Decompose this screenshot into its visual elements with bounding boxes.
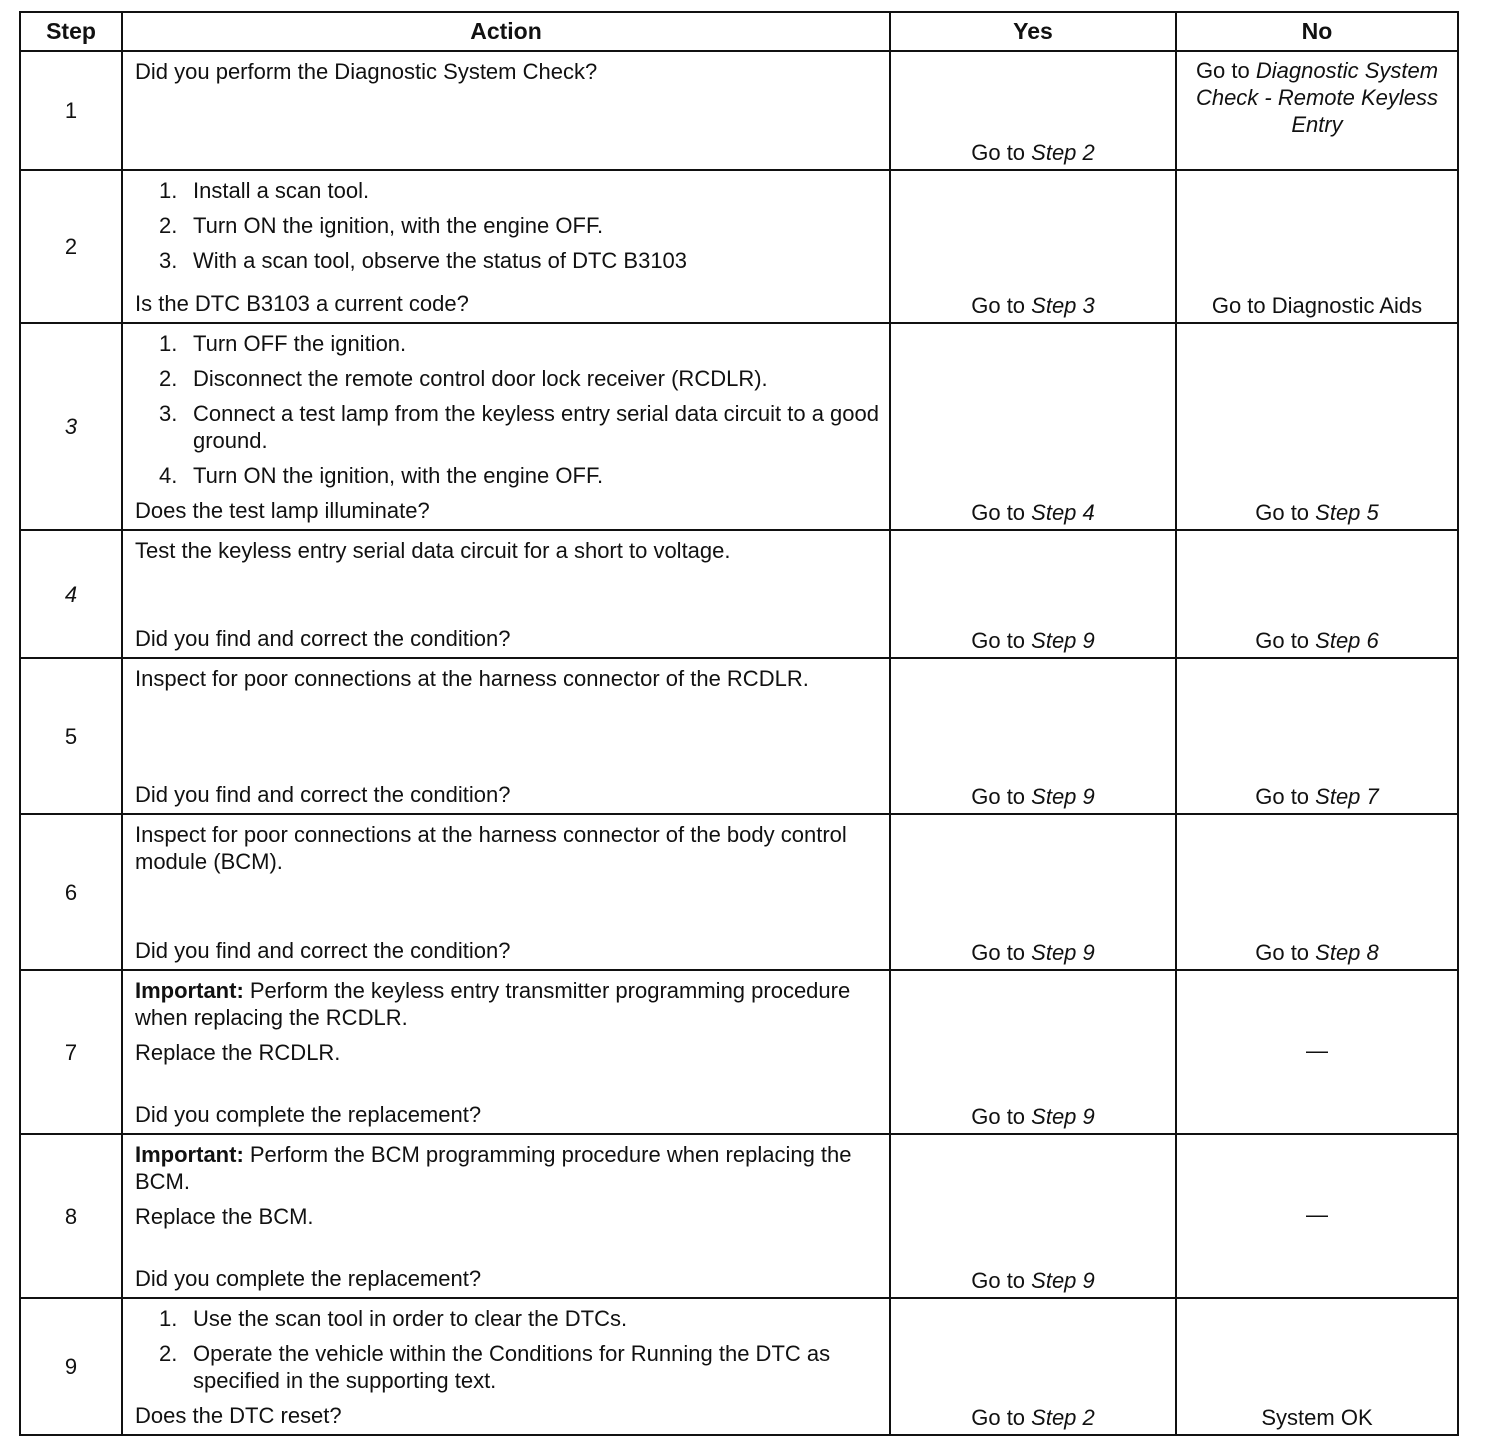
action-steps <box>135 330 879 497</box>
step-number: 2 <box>20 170 122 323</box>
action-cell <box>122 1298 890 1435</box>
yes-prefix: Go to <box>971 293 1032 318</box>
yes-cell <box>890 51 1176 170</box>
action-question: Did you find and correct the condition? <box>135 938 511 963</box>
table-row <box>20 530 1458 658</box>
important-label: Important: <box>135 1142 244 1167</box>
instruction-text: Replace the BCM. <box>135 1204 314 1229</box>
important-note <box>135 977 879 1031</box>
action-cell <box>122 658 890 814</box>
yes-cell <box>890 170 1176 323</box>
yes-cell <box>890 1134 1176 1298</box>
yes-step-link[interactable]: Step 9 <box>1031 940 1095 965</box>
yes-cell <box>890 658 1176 814</box>
yes-prefix: Go to <box>971 628 1032 653</box>
yes-prefix: Go to <box>971 1104 1032 1129</box>
yes-step-link[interactable]: Step 9 <box>1031 784 1095 809</box>
yes-cell <box>890 814 1176 970</box>
yes-prefix: Go to <box>971 1405 1032 1430</box>
no-cell <box>1176 323 1458 530</box>
yes-prefix: Go to <box>971 940 1032 965</box>
yes-cell <box>890 970 1176 1134</box>
list-item: 2. Operate the vehicle within the Conditions for Running the DTC as specified in the supporting text. <box>159 1341 831 1393</box>
yes-prefix: Go to <box>971 1268 1032 1293</box>
no-cell <box>1176 530 1458 658</box>
action-cell <box>122 970 890 1134</box>
no-dash: — <box>1306 1202 1328 1227</box>
yes-step-link[interactable]: Step 9 <box>1031 628 1095 653</box>
no-cell <box>1176 658 1458 814</box>
yes-step-link[interactable]: Step 4 <box>1031 500 1095 525</box>
no-step-link[interactable]: Step 8 <box>1315 940 1379 965</box>
yes-step-link[interactable]: Step 9 <box>1031 1104 1095 1129</box>
action-question: Did you find and correct the condition? <box>135 626 511 651</box>
action-text: Test the keyless entry serial data circuit for a short to voltage. <box>135 538 731 563</box>
no-step-link[interactable]: Step 7 <box>1315 784 1379 809</box>
no-step-link[interactable]: Step 6 <box>1315 628 1379 653</box>
important-text: Perform the BCM programming procedure when replacing the BCM. <box>135 1142 852 1194</box>
header-action: Action <box>122 12 890 51</box>
yes-cell <box>890 530 1176 658</box>
action-question: Did you complete the replacement? <box>135 1102 482 1127</box>
header-row <box>20 12 1458 51</box>
no-prefix: Go to <box>1255 940 1316 965</box>
action-question: Did you find and correct the condition? <box>135 782 511 807</box>
step-number: 6 <box>20 814 122 970</box>
action-cell <box>122 1134 890 1298</box>
no-link[interactable]: Go to Diagnostic Aids <box>1211 293 1423 318</box>
step-number: 1 <box>20 51 122 170</box>
important-text: Perform the keyless entry transmitter programming procedure when replacing the RCDLR. <box>135 978 851 1030</box>
step-number: 7 <box>20 970 122 1134</box>
list-item: 1. Use the scan tool in order to clear the DTCs. <box>159 1306 628 1331</box>
action-cell <box>122 323 890 530</box>
list-item: 3. Connect a test lamp from the keyless entry serial data circuit to a good ground. <box>159 401 879 453</box>
no-step-link[interactable]: Diagnostic System Check - Remote Keyless Entry <box>1195 58 1439 137</box>
action-cell <box>122 51 890 170</box>
action-cell <box>122 170 890 323</box>
action-question: Is the DTC B3103 a current code? <box>135 291 469 316</box>
list-item: 2. Turn ON the ignition, with the engine OFF. <box>159 213 604 238</box>
no-prefix: Go to <box>1255 500 1316 525</box>
yes-cell <box>890 1298 1176 1435</box>
action-text: Inspect for poor connections at the harness connector of the body control module (BCM). <box>135 822 847 874</box>
step-number: 8 <box>20 1134 122 1298</box>
step-number: 5 <box>20 658 122 814</box>
yes-step-link[interactable]: Step 2 <box>1031 1405 1095 1430</box>
header-yes: Yes <box>890 12 1176 51</box>
yes-prefix: Go to <box>971 784 1032 809</box>
no-cell <box>1176 1134 1458 1298</box>
action-question: Does the test lamp illuminate? <box>135 498 430 523</box>
no-cell <box>1176 51 1458 170</box>
important-label: Important: <box>135 978 244 1003</box>
instruction-text: Replace the RCDLR. <box>135 1040 341 1065</box>
no-prefix: Go to <box>1255 784 1316 809</box>
no-step-link[interactable]: Step 5 <box>1315 500 1379 525</box>
action-question: Does the DTC reset? <box>135 1403 342 1428</box>
action-steps <box>135 177 879 282</box>
action-text: Did you perform the Diagnostic System Check? <box>135 59 598 84</box>
no-cell <box>1176 1298 1458 1435</box>
table-row <box>20 1134 1458 1298</box>
table-row <box>20 323 1458 530</box>
table-row <box>20 658 1458 814</box>
important-note <box>135 1141 879 1195</box>
no-cell <box>1176 970 1458 1134</box>
table-row <box>20 170 1458 323</box>
yes-prefix: Go to <box>971 140 1032 165</box>
no-prefix: Go to <box>1195 58 1256 83</box>
table-row <box>20 970 1458 1134</box>
list-item: 1. Install a scan tool. <box>159 178 370 203</box>
action-steps <box>135 1305 879 1402</box>
step-number: 4 <box>20 530 122 658</box>
yes-prefix: Go to <box>971 500 1032 525</box>
table-row <box>20 814 1458 970</box>
action-question: Did you complete the replacement? <box>135 1266 482 1291</box>
yes-cell <box>890 323 1176 530</box>
list-item: 1. Turn OFF the ignition. <box>159 331 407 356</box>
action-cell <box>122 530 890 658</box>
yes-step-link[interactable]: Step 2 <box>1031 140 1095 165</box>
yes-step-link[interactable]: Step 9 <box>1031 1268 1095 1293</box>
action-text: Inspect for poor connections at the harness connector of the RCDLR. <box>135 666 809 691</box>
table-row <box>20 1298 1458 1435</box>
diagnostic-table <box>19 11 1459 1436</box>
table-row <box>20 51 1458 170</box>
no-prefix: Go to <box>1255 628 1316 653</box>
yes-step-link[interactable]: Step 3 <box>1031 293 1095 318</box>
no-cell <box>1176 170 1458 323</box>
no-dash: — <box>1306 1038 1328 1063</box>
step-number: 3 <box>20 323 122 530</box>
list-item: 2. Disconnect the remote control door lock receiver (RCDLR). <box>159 366 768 391</box>
no-result: System OK <box>1261 1405 1373 1430</box>
step-number: 9 <box>20 1298 122 1435</box>
header-step: Step <box>20 12 122 51</box>
list-item: 3. With a scan tool, observe the status of DTC B3103 <box>159 248 688 273</box>
list-item: 4. Turn ON the ignition, with the engine OFF. <box>159 463 604 488</box>
action-cell <box>122 814 890 970</box>
no-cell <box>1176 814 1458 970</box>
header-no: No <box>1176 12 1458 51</box>
